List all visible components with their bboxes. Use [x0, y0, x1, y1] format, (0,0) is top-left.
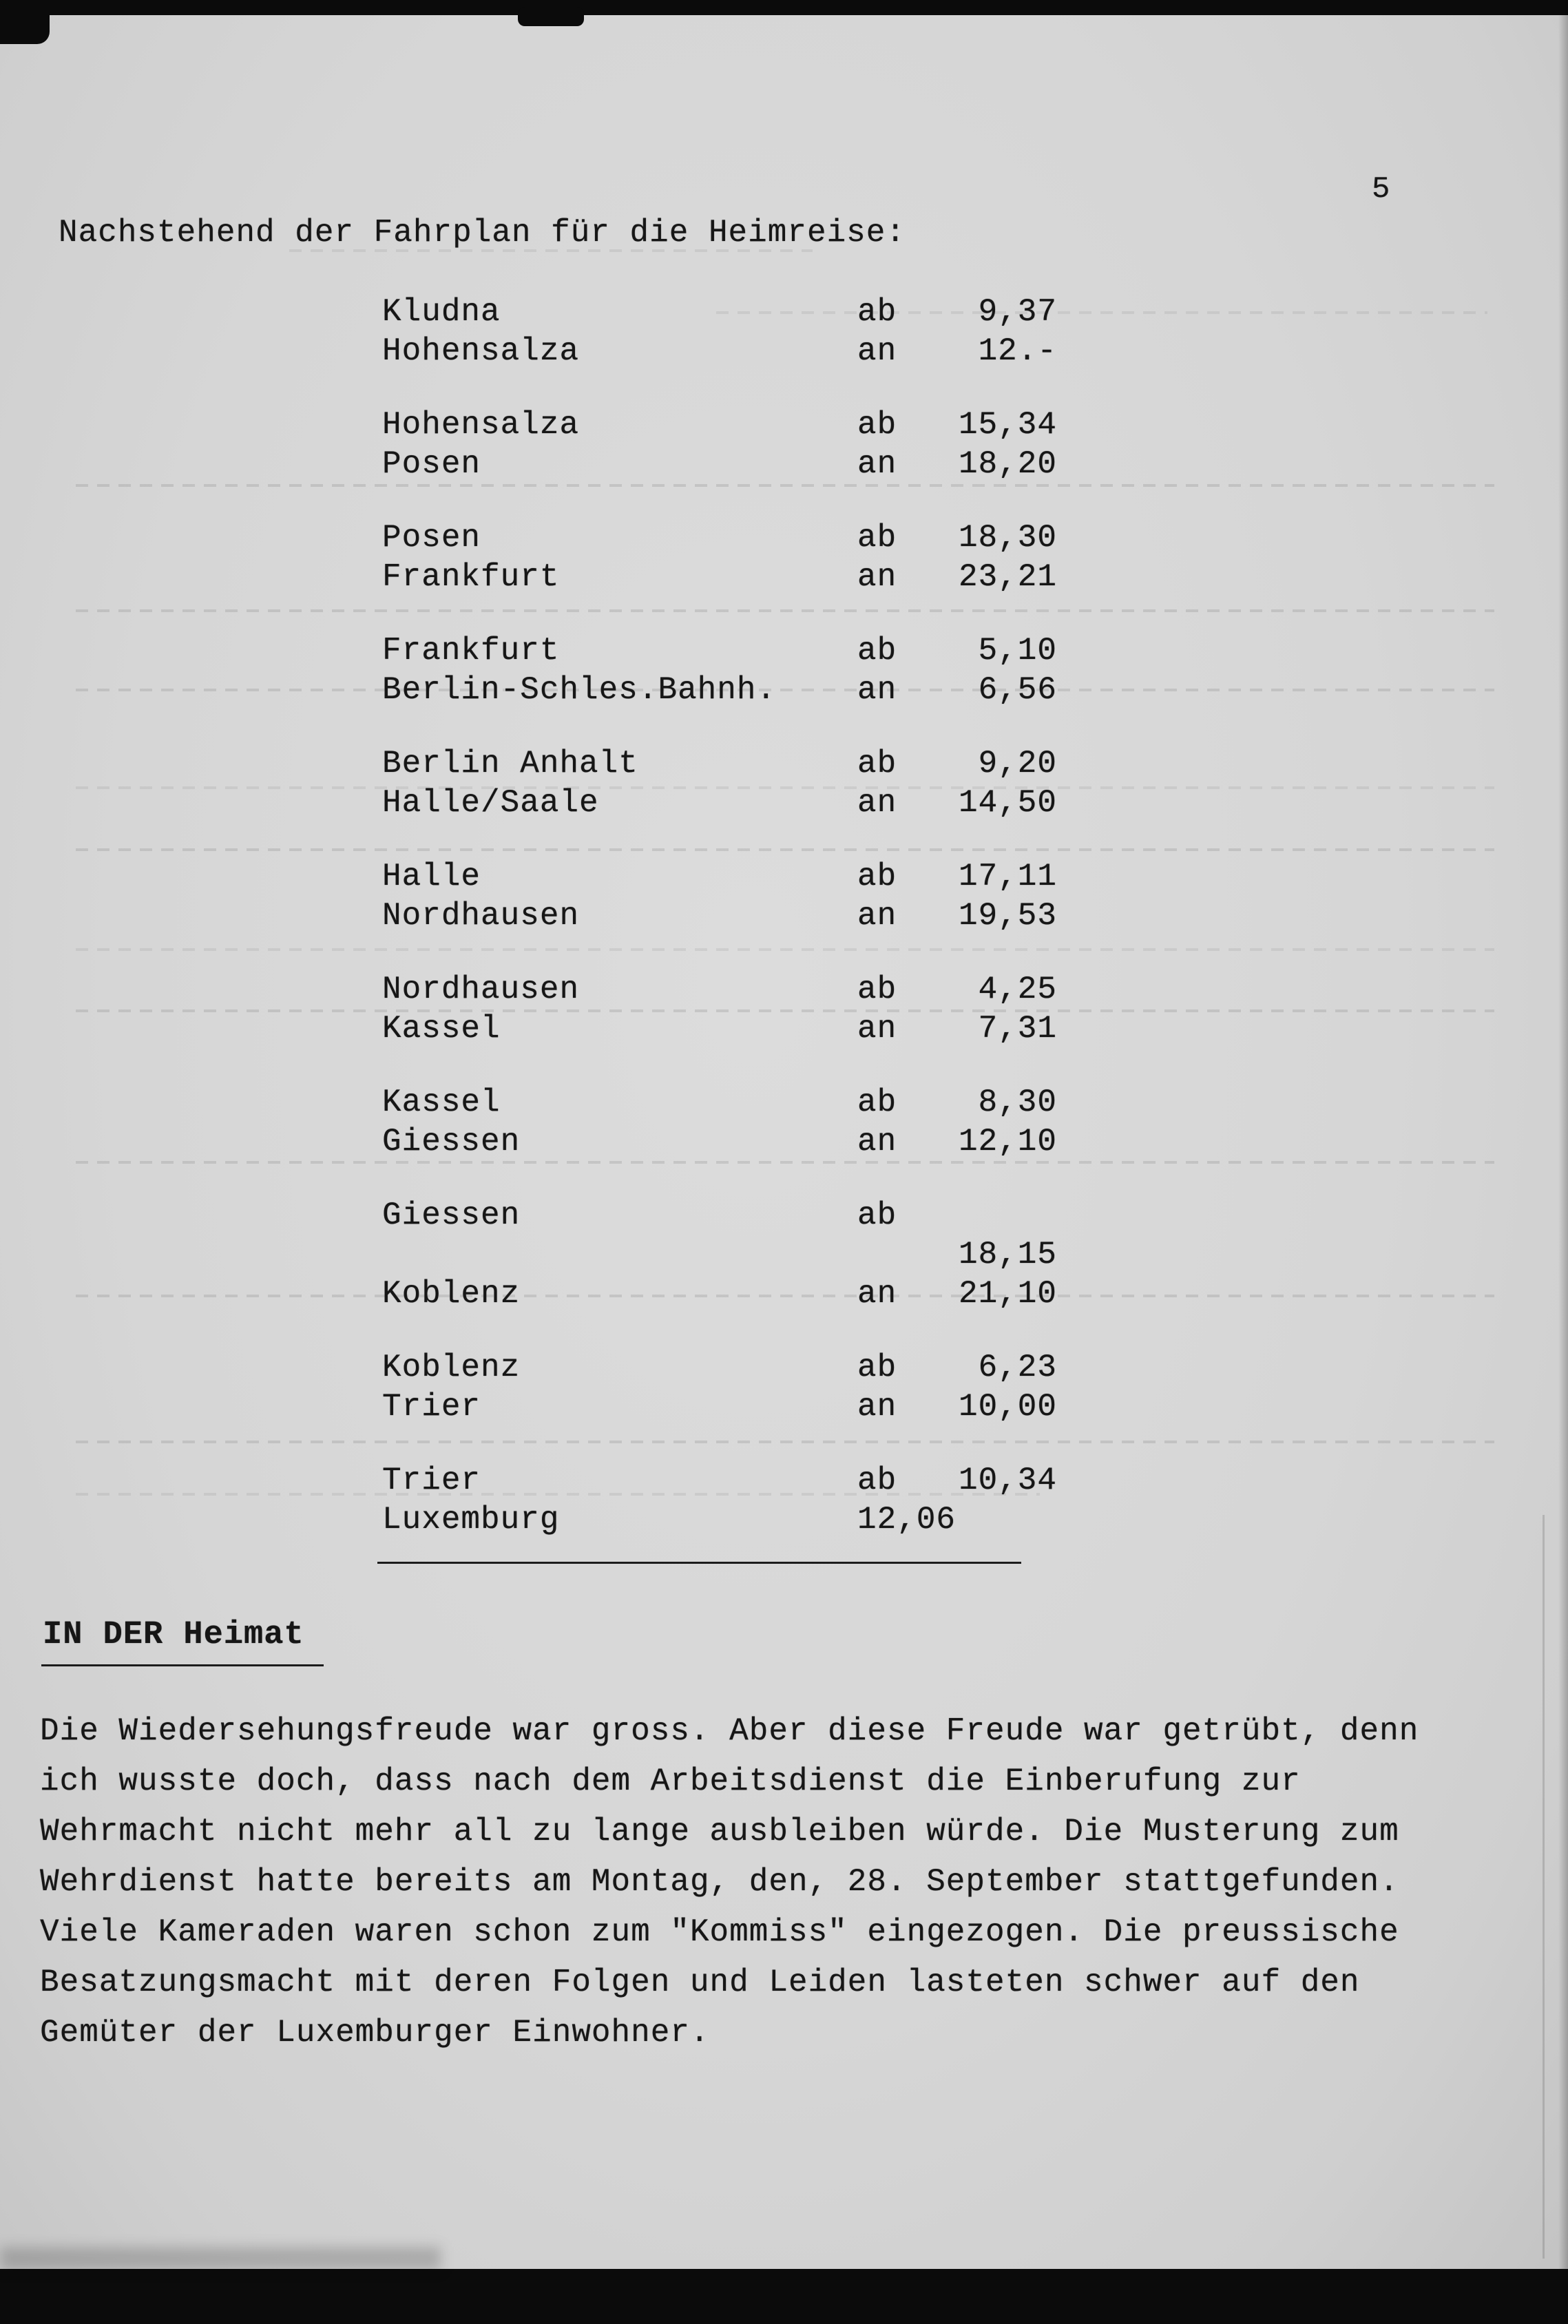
- direction-label: ab: [857, 294, 897, 330]
- time-value: 12,06: [857, 1502, 957, 1538]
- direction-label: an: [857, 446, 897, 482]
- schedule-group: [382, 519, 1105, 597]
- direction-label: ab: [857, 1463, 897, 1498]
- paragraph-line: ich wusste doch, dass nach dem Arbeitsdienst die Einberufung zur: [40, 1763, 1301, 1799]
- schedule-group: [382, 631, 1105, 710]
- page-number: 5: [1372, 172, 1390, 207]
- schedule-group: [382, 744, 1105, 823]
- schedule-row: [382, 1009, 1105, 1049]
- scan-blob-top: [518, 7, 584, 26]
- station-name: Frankfurt: [382, 559, 560, 595]
- paragraph-line: Besatzungsmacht mit deren Folgen und Leiden lasteten schwer auf den: [40, 1965, 1360, 2000]
- schedule-group: [382, 1348, 1105, 1427]
- schedule-row: [382, 631, 1105, 671]
- time-value: 6,56: [978, 672, 1057, 708]
- scan-edge-top: [0, 0, 1568, 15]
- station-name: Hohensalza: [382, 333, 580, 369]
- time-value: 12.-: [978, 333, 1057, 369]
- schedule-row: [382, 1083, 1105, 1122]
- time-value: 19,53: [958, 898, 1057, 934]
- schedule-row: [382, 744, 1105, 784]
- time-value: [940, 1196, 1057, 1235]
- station-name: Trier: [382, 1463, 481, 1498]
- station-name: Halle: [382, 859, 481, 894]
- direction-label: an: [857, 1276, 897, 1312]
- station-name: Kludna: [382, 294, 501, 330]
- time-value: 10,34: [958, 1463, 1057, 1498]
- station-name: Luxemburg: [382, 1502, 560, 1538]
- schedule-row: [382, 671, 1105, 710]
- scan-edge-right: [1558, 0, 1568, 2324]
- paragraph-line: Wehrmacht nicht mehr all zu lange ausbleiben würde. Die Musterung zum: [40, 1814, 1399, 1850]
- direction-label: [857, 1235, 940, 1275]
- schedule-row: [382, 332, 1105, 371]
- direction-label: ab: [857, 859, 897, 894]
- time-value: 7,31: [978, 1011, 1057, 1047]
- schedule-row: [382, 1122, 1105, 1162]
- schedule-row: [382, 519, 1105, 558]
- station-name: Posen: [382, 446, 481, 482]
- station-name: Halle/Saale: [382, 785, 599, 821]
- direction-label: an: [857, 785, 897, 821]
- schedule-group: [382, 1196, 1105, 1314]
- schedule-row: [382, 857, 1105, 897]
- direction-label: ab: [857, 1350, 897, 1385]
- schedule-row: [382, 1275, 1105, 1314]
- paragraph-line: Die Wiedersehungsfreude war gross. Aber diese Freude war getrübt, denn: [40, 1713, 1419, 1749]
- schedule-row: [382, 1388, 1105, 1427]
- time-value: 18,15: [958, 1237, 1057, 1273]
- station-name: Hohensalza: [382, 407, 580, 443]
- scan-smudge-bottom: [0, 2247, 441, 2270]
- direction-label: ab: [857, 520, 897, 556]
- time-value: 6,23: [978, 1350, 1057, 1385]
- paragraph-line: Gemüter der Luxemburger Einwohner.: [40, 2015, 710, 2051]
- schedule-row: [382, 406, 1105, 445]
- scan-corner-top-left: [0, 0, 50, 44]
- schedule-group: [382, 406, 1105, 484]
- time-value: 21,10: [958, 1276, 1057, 1312]
- direction-label: ab: [857, 633, 897, 669]
- time-value: 9,20: [978, 746, 1057, 782]
- schedule-row: [382, 1235, 1105, 1275]
- schedule-row: [382, 1348, 1105, 1388]
- schedule-group: [382, 1083, 1105, 1162]
- station-name: Trier: [382, 1389, 481, 1425]
- paragraph-line: Viele Kameraden waren schon zum "Kommiss" eingezogen. Die preussische: [40, 1914, 1399, 1950]
- time-value: 9,37: [978, 294, 1057, 330]
- direction-label: an: [857, 898, 897, 934]
- schedule-row: [382, 293, 1105, 332]
- schedule-row: [382, 1196, 1105, 1235]
- direction-label: ab: [857, 407, 897, 443]
- station-name: Giessen: [382, 1197, 521, 1233]
- time-value: 8,30: [978, 1085, 1057, 1120]
- direction-label: ab: [857, 1085, 897, 1120]
- direction-label: an: [857, 559, 897, 595]
- scan-fold-line: [1543, 1515, 1545, 2259]
- station-name: Berlin Anhalt: [382, 746, 638, 782]
- direction-label: an: [857, 1011, 897, 1047]
- station-name: Berlin-Schles.Bahnh.: [382, 672, 777, 708]
- time-value: 18,30: [958, 520, 1057, 556]
- scan-edge-bottom: [0, 2269, 1568, 2324]
- station-name: Frankfurt: [382, 633, 560, 669]
- time-value: 4,25: [978, 972, 1057, 1007]
- direction-label: an: [857, 672, 897, 708]
- section-heading: IN DER Heimat: [41, 1617, 324, 1666]
- schedule-group: [382, 293, 1105, 371]
- station-name: Koblenz: [382, 1276, 521, 1312]
- time-value: 14,50: [958, 785, 1057, 821]
- direction-label: ab: [857, 1197, 897, 1233]
- time-value: 10,00: [958, 1389, 1057, 1425]
- time-value: 12,10: [958, 1124, 1057, 1160]
- station-name: Nordhausen: [382, 972, 580, 1007]
- schedule-group: [382, 1461, 1105, 1540]
- station-name: Kassel: [382, 1011, 501, 1047]
- body-paragraph: [40, 1706, 1514, 2058]
- station-name: [382, 1235, 857, 1275]
- direction-label: ab: [857, 972, 897, 1007]
- station-name: Posen: [382, 520, 481, 556]
- direction-label: an: [857, 1124, 897, 1160]
- station-name: Kassel: [382, 1085, 501, 1120]
- direction-label: ab: [857, 746, 897, 782]
- station-name: Koblenz: [382, 1350, 521, 1385]
- time-value: 23,21: [958, 559, 1057, 595]
- direction-label: an: [857, 333, 897, 369]
- schedule-underline: [377, 1562, 1021, 1564]
- time-value: 5,10: [978, 633, 1057, 669]
- schedule-row: [382, 445, 1105, 484]
- schedule-row: [382, 1500, 1105, 1540]
- direction-label: an: [857, 1389, 897, 1425]
- time-value: 18,20: [958, 446, 1057, 482]
- schedule-group: [382, 970, 1105, 1049]
- schedule-row: [382, 558, 1105, 597]
- station-name: Giessen: [382, 1124, 521, 1160]
- paragraph-line: Wehrdienst hatte bereits am Montag, den, 28. September stattgefunden.: [40, 1864, 1399, 1900]
- schedule-row: [382, 897, 1105, 936]
- station-name: Nordhausen: [382, 898, 580, 934]
- time-value: 17,11: [958, 859, 1057, 894]
- time-value: 15,34: [958, 407, 1057, 443]
- schedule-row: [382, 784, 1105, 823]
- schedule: [382, 293, 1105, 1574]
- schedule-group: [382, 857, 1105, 936]
- schedule-row: [382, 970, 1105, 1009]
- schedule-row: [382, 1461, 1105, 1500]
- intro-line: Nachstehend der Fahrplan für die Heimreise:: [59, 215, 906, 251]
